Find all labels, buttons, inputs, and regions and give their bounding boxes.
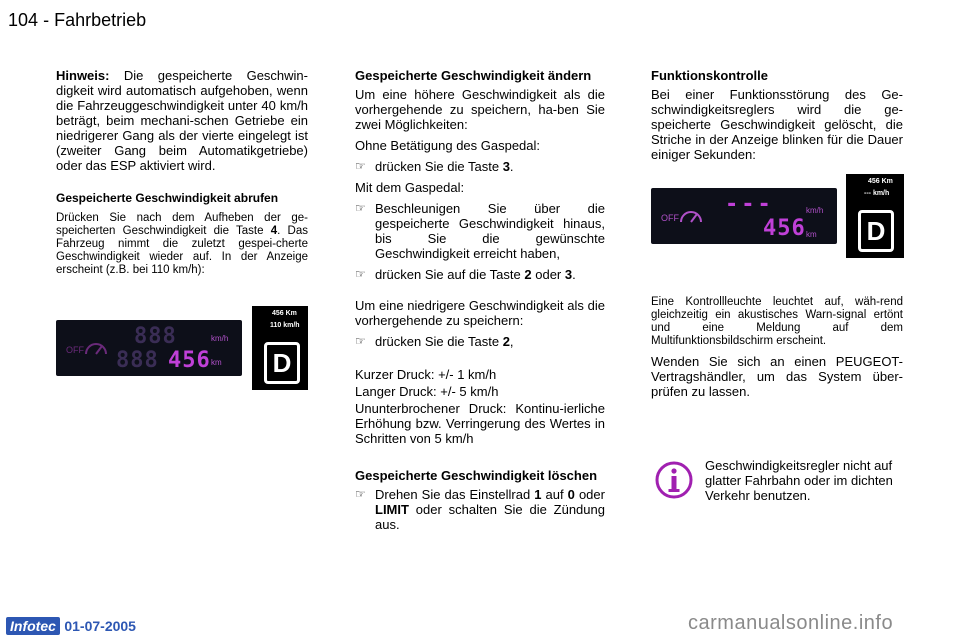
- panel-distance: 456 Km: [868, 178, 893, 185]
- pointing-hand-icon: ☞: [355, 267, 366, 281]
- key-4: 4: [270, 225, 278, 237]
- column-1: [56, 68, 308, 283]
- header-separator: -: [43, 10, 50, 30]
- bullet-press-3: ☞ drücken Sie die Taste 3.: [355, 159, 514, 174]
- panel-speed: 110 km/h: [270, 322, 300, 329]
- infotec-logo: Infotec: [6, 617, 60, 635]
- lcd-top-digits: 888: [134, 324, 177, 349]
- dealer-text: Wenden Sie sich an einen PEUGEOT-Vertragshändler, um das System über-prüfen zu lassen.: [651, 354, 903, 399]
- lcd-display-recall: [56, 320, 242, 376]
- footer-brand: [6, 618, 136, 636]
- pointing-hand-icon: ☞: [355, 334, 366, 348]
- continuous-press: Ununterbrochener Druck: Kontinu-ierliche Erhöhung bzw. Verringerung des Wertes in Schritten von 5 km/h: [355, 401, 605, 446]
- note-paragraph: [56, 68, 308, 173]
- func-heading: Funktionskontrolle: [651, 68, 768, 83]
- pointing-hand-icon: ☞: [355, 487, 366, 501]
- recall-heading: Gespeicherte Geschwindigkeit abrufen: [56, 191, 279, 205]
- note-label: Hinweis:: [56, 68, 110, 83]
- bullet-delete: ☞ Drehen Sie das Einstellrad 1 auf 0 oder LIMIT oder schalten Sie die Zündung aus.: [355, 487, 605, 532]
- footer-date: 01-07-2005: [64, 618, 136, 634]
- page-number: 104: [8, 10, 39, 30]
- panel-distance: 456 Km: [272, 310, 297, 317]
- bullet-press-2-or-3: ☞ drücken Sie auf die Taste 2 oder 3.: [355, 267, 576, 282]
- bullet-press-2: ☞ drücken Sie die Taste 2,: [355, 334, 514, 349]
- multifunction-panel-recall: [252, 306, 308, 390]
- short-press: Kurzer Druck: +/- 1 km/h: [355, 367, 497, 382]
- column-2: [355, 68, 605, 538]
- lcd-off-label: OFF: [661, 213, 679, 223]
- lcd-unit-distance: km: [806, 230, 817, 239]
- info-icon: [654, 460, 694, 500]
- section-title: Fahrbetrieb: [54, 10, 147, 30]
- change-intro: Um eine höhere Geschwindigkeit als die vorhergehende zu speichern, ha-ben Sie zwei Möglichkeiten:: [355, 87, 605, 132]
- lcd-unit-speed: km/h: [211, 334, 229, 343]
- lcd-unit-distance: km: [211, 358, 222, 367]
- panel-speed: --- km/h: [864, 190, 890, 197]
- lcd-odometer-value: 456: [168, 348, 211, 373]
- lcd-unit-speed: km/h: [806, 206, 824, 215]
- warn-text: Eine Kontrollleuchte leuchtet auf, wäh-rend gleichzeitig ein akustisches Warn-signal ertönt und eine Meldung auf dem Multifunktionsbildschirm erscheint.: [651, 296, 903, 347]
- gear-indicator: D: [264, 342, 300, 384]
- long-press: Langer Druck: +/- 5 km/h: [355, 384, 499, 399]
- lcd-dashes: ---: [725, 192, 774, 217]
- recall-paragraph: Drücken Sie nach dem Aufheben der ge-speicherten Geschwindigkeit die Taste 4. Das Fahrzeug nimmt die zuletzt gespei-cherte Geschwindigkeit wieder auf. In der Anzeige erscheint (z.B. bei 110 km/h):: [56, 212, 308, 276]
- lcd-bottom-digits: 888: [116, 348, 159, 373]
- info-text: Geschwindigkeitsregler nicht auf glatter Fahrbahn oder im dichten Verkehr benutzen.: [705, 458, 893, 503]
- gear-indicator: D: [858, 210, 894, 252]
- multifunction-panel-fault: [846, 174, 904, 258]
- note-text: Die gespeicherte Geschwin-digkeit wird automatisch aufgehoben, wenn die Fahrzeuggeschwindigkeit unter 40 km/h beträgt, beim mechani-schen Getriebe ein niedrigerer Gang als der vierte eingelegt ist (zweiter Gang beim Automatikgetriebe) oder das ESP aktiviert wird.: [56, 68, 308, 173]
- lcd-odometer-value: 456: [763, 216, 806, 241]
- lcd-off-label: OFF: [66, 345, 84, 355]
- change-heading: Gespeicherte Geschwindigkeit ändern: [355, 68, 592, 83]
- column-3: [651, 68, 903, 168]
- pointing-hand-icon: ☞: [355, 201, 366, 215]
- lower-intro: Um eine niedrigere Geschwindigkeit als die vorhergehende zu speichern:: [355, 298, 605, 328]
- func-text: Bei einer Funktionsstörung des Ge-schwindigkeitsreglers wird die ge-speicherte Geschwindigkeit gelöscht, die Striche in der Anzeige blinken für die Dauer einiger Sekunden:: [651, 87, 903, 162]
- lcd-display-fault: [651, 188, 837, 244]
- pointing-hand-icon: ☞: [355, 159, 366, 173]
- column-3-lower: [651, 296, 903, 405]
- delete-heading: Gespeicherte Geschwindigkeit löschen: [355, 468, 598, 483]
- bullet-accelerate: ☞ Beschleunigen Sie über die gespeicherte Geschwindigkeit hinaus, bis Sie die gewünschte Geschwindigkeit erreicht haben,: [355, 201, 605, 261]
- watermark: carmanualsonline.info: [688, 612, 894, 634]
- no-pedal-label: Ohne Betätigung des Gaspedal:: [355, 138, 541, 153]
- page-header: [8, 10, 146, 31]
- with-pedal-label: Mit dem Gaspedal:: [355, 180, 465, 195]
